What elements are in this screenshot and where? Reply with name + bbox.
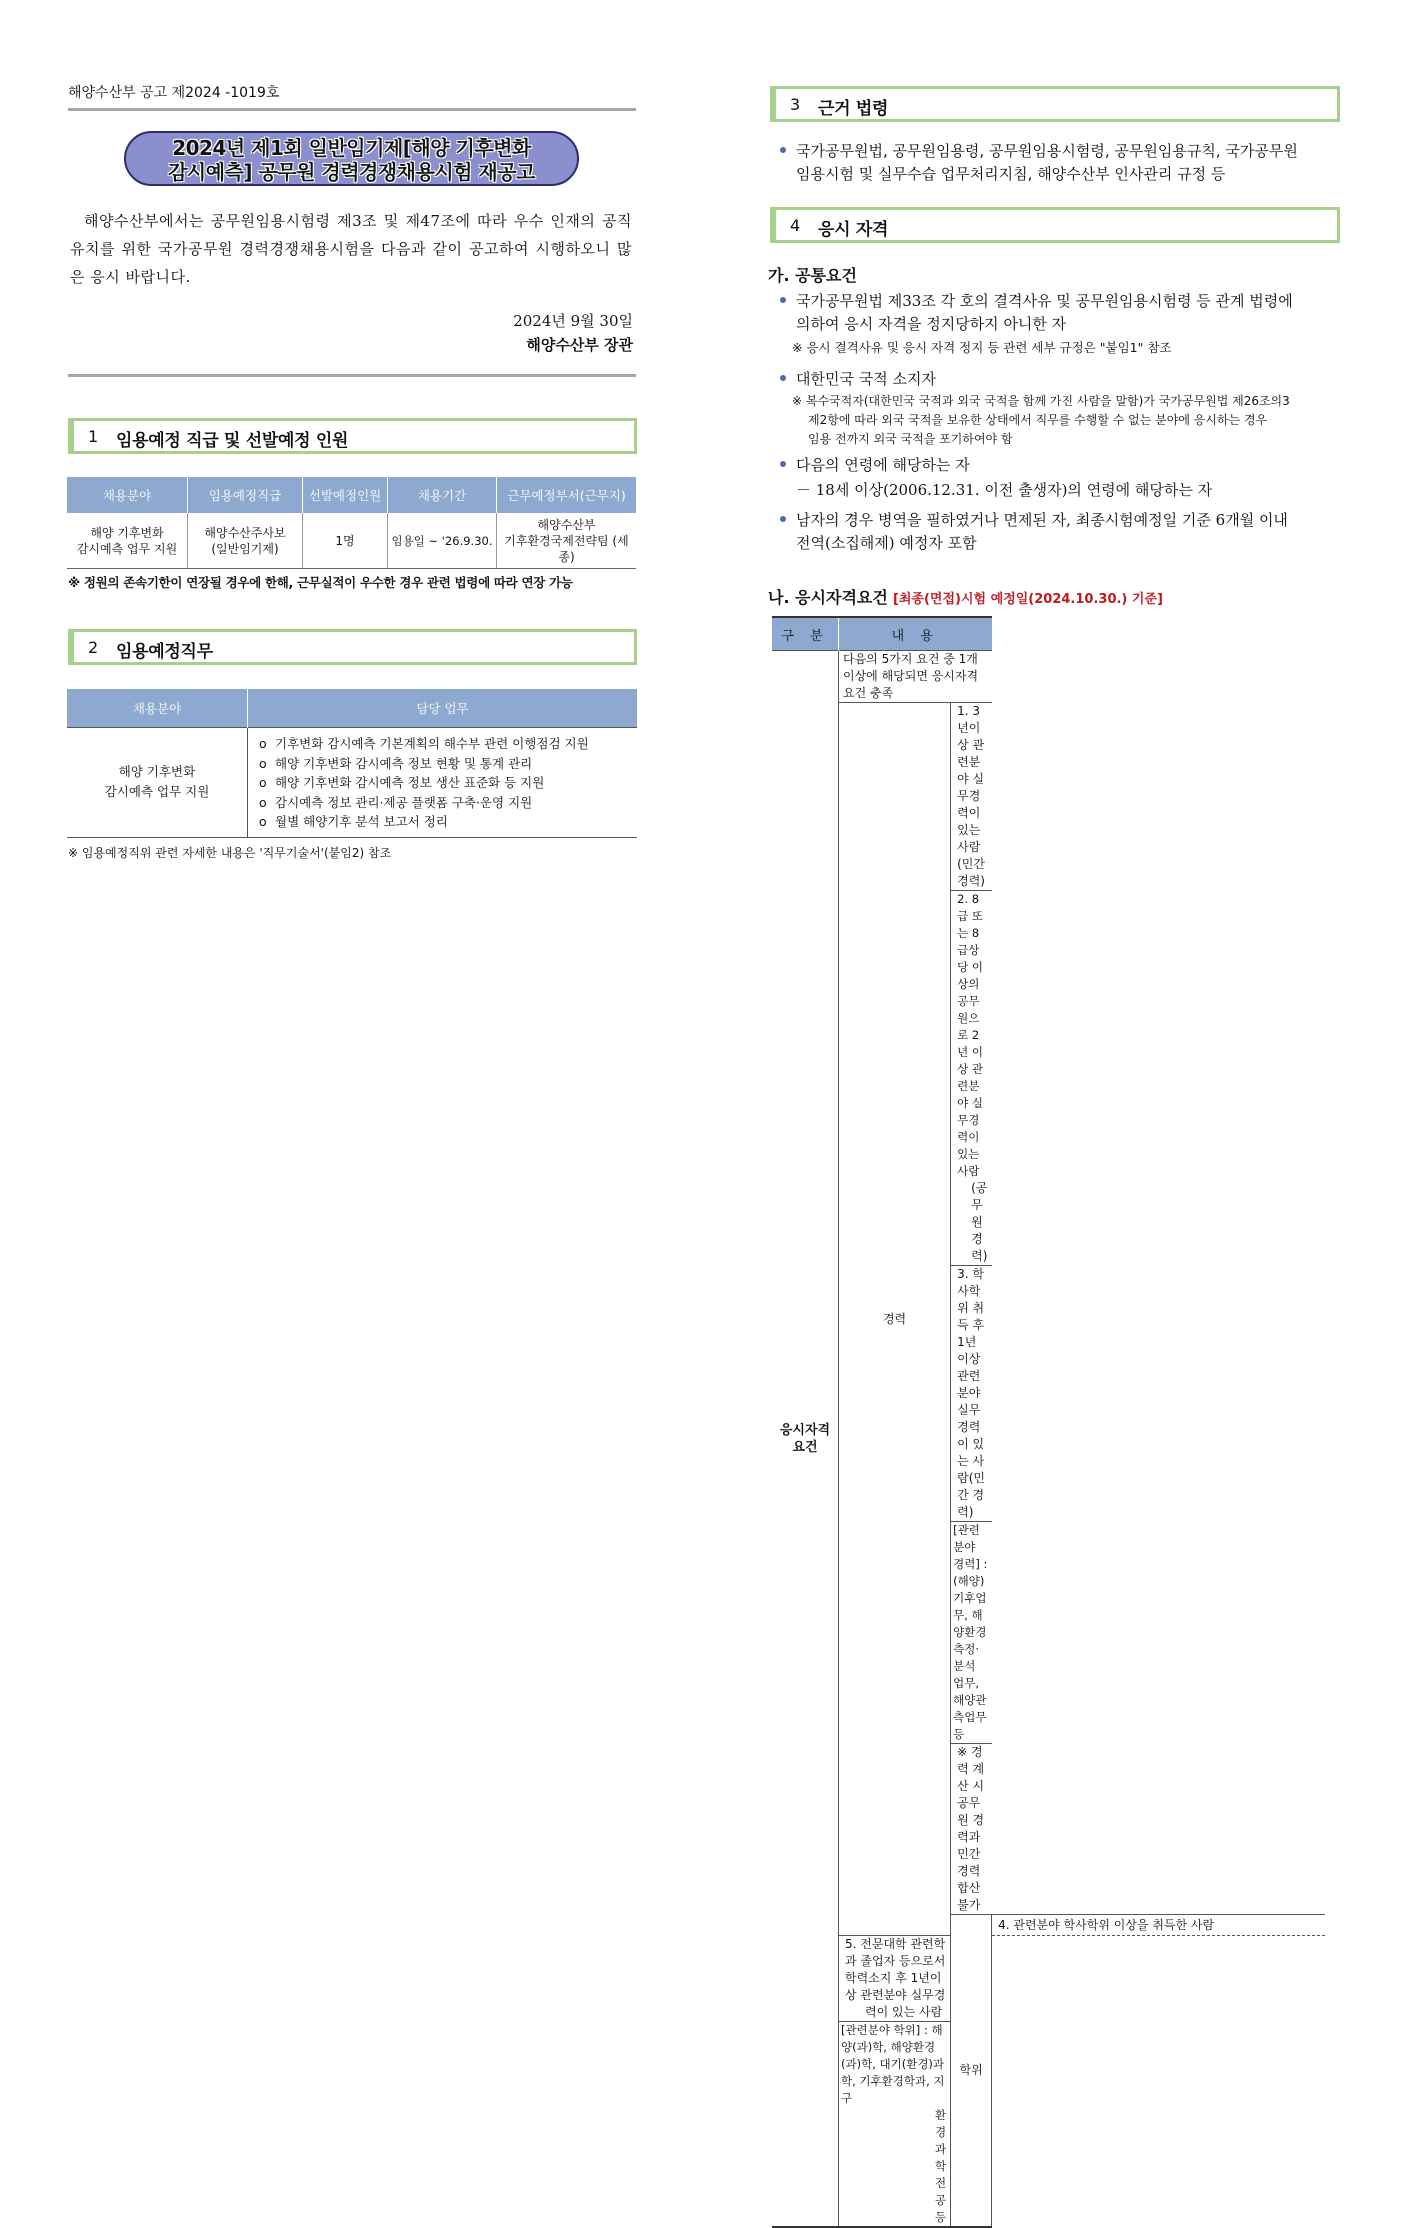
col-header: 채용분야: [67, 689, 248, 728]
table-row: [67, 513, 636, 569]
title-line-1: 2024년 제1회 일반임기제[해양 기후변화: [172, 136, 531, 160]
law-text: 국가공무원법, 공무원임용령, 공무원임용시험령, 공무원임용규칙, 국가공무원 임용시험 및 실무수습 업무처리지침, 해양수산부 인사관리 규정 등: [780, 140, 1340, 186]
section-title: 임용예정직무: [116, 642, 213, 662]
list-item: o 해양 기후변화 감시예측 정보 생산 표준화 등 지원: [259, 775, 545, 790]
col-header: 내 용: [839, 617, 992, 651]
bullet-icon: [780, 516, 786, 522]
duty-table: [67, 689, 637, 838]
bullet-icon: [780, 147, 786, 153]
career-label: 경력: [839, 703, 951, 1936]
subheading: 나. 응시자격요건 [최종(면접)시험 예정일(2024.10.30.) 기준]: [768, 588, 1163, 607]
note: ※ 복수국적자(대한민국 국적과 외국 국적을 함께 가진 사람을 말함)가 국가공무원법 제26조의3 제2항에 따라 외국 국적을 보유한 상태에서 직무를 수행할 수 없는 분야에 응시하는 경우 임용 전까지 외국 국적을 포기하여야 함: [792, 394, 1290, 446]
row-header: 응시자격 요건: [772, 651, 839, 2228]
section-number: 1: [88, 427, 99, 446]
col-header: 선발예정인원: [303, 477, 388, 513]
section-title: 근거 법령: [818, 99, 889, 119]
title-line-2: 감시예측] 공무원 경력경쟁채용시험 재공고: [168, 160, 535, 184]
note: ※ 정원의 존속기한이 연장될 경우에 한해, 근무실적이 우수한 경우 관련 법령에 따라 연장 가능: [68, 575, 573, 590]
notice-date: 2024년 9월 30일: [513, 312, 633, 330]
cell-period: 임용일 ~ '26.9.30.: [388, 513, 497, 569]
degree-label: 학위: [951, 1915, 992, 2228]
col-header: 채용기간: [388, 477, 497, 513]
bullet-icon: [780, 375, 786, 381]
req-item: 남자의 경우 병역을 필하였거나 면제된 자, 최종시험예정일 기준 6개월 이내 전역(소집해제) 예정자 포함: [780, 509, 1340, 555]
section-2-header: [68, 629, 637, 665]
section-4-header: [770, 207, 1340, 243]
list-item: o 감시예측 정보 관리·제공 플랫폼 구축·운영 지원: [259, 794, 533, 810]
section-1-header: [68, 418, 637, 454]
career-field: [관련분야 경력] : (해양)기후업무, 해양환경측정·분석 업무, 해양관측업무 등: [951, 1522, 992, 1744]
col-header: 근무예정부서(근무지): [497, 477, 637, 513]
req-item: 대한민국 국적 소지자: [780, 368, 936, 391]
notice-title: [124, 131, 579, 186]
divider: [68, 374, 636, 377]
career-item: 2. 8급 또는 8급상당 이상의 공무원으로 2년 이상 관련분야 실무경력이 있는 사람 (공무원 경력): [951, 891, 992, 1266]
section-number: 4: [790, 216, 801, 235]
career-note: ※ 경력 계산 시 공무원 경력과 민간경력 합산 불가: [951, 1744, 992, 1915]
divider: [68, 108, 636, 111]
notice-number: 해양수산부 공고 제2024 -1019호: [68, 85, 280, 101]
col-header: 임용예정직급: [188, 477, 303, 513]
duty-list: [249, 729, 636, 836]
degree-field: [관련분야 학위] : 해양(과)학, 해양환경(과)학, 대기(환경)과학, 기후환경학과, 지구 환경과학전공 등: [839, 2022, 951, 2228]
section-title: 임용예정 직급 및 선발예정 인원: [116, 431, 349, 451]
cell-field: 해양 기후변화 감시예측 업무 지원: [67, 728, 248, 838]
career-item: 1. 3년이상 관련분야 실무경력이 있는 사람(민간 경력): [951, 703, 992, 891]
list-item: o 월별 해양기후 분석 보고서 정리: [259, 814, 448, 829]
section-title: 응시 자격: [818, 220, 889, 240]
bullet-icon: [780, 461, 786, 467]
recruit-table: [67, 477, 636, 569]
bullet-icon: [780, 297, 786, 303]
degree-item: 5. 전문대학 관련학과 졸업자 등으로서 학력소지 후 1년이상 관련분야 실무경 력이 있는 사람: [839, 1936, 951, 2022]
col-header: 구 분: [772, 617, 839, 651]
cell-count: 1명: [303, 513, 388, 569]
list-item: o 해양 기후변화 감시예측 정보 현황 및 통계 관리: [259, 755, 533, 771]
career-item: 3. 학사학위 취득 후 1년 이상 관련분야 실무경력이 있는 사람(민간 경력): [951, 1266, 992, 1522]
cell-dept: 해양수산부 기후환경국제전략팀 (세종): [497, 513, 637, 569]
req-item: 다음의 연령에 해당하는 자 － 18세 이상(2006.12.31. 이전 출생자)의 연령에 해당하는 자: [780, 454, 1340, 502]
summary-cell: 다음의 5가지 요건 중 1개 이상에 해당되면 응시자격 요건 충족: [839, 651, 992, 703]
qualification-table: [772, 616, 1325, 2228]
col-header: 채용분야: [67, 477, 188, 513]
col-header: 담당 업무: [248, 689, 638, 728]
cell-field: 해양 기후변화 감시예측 업무 지원: [67, 513, 188, 569]
section-number: 3: [790, 95, 801, 114]
subheading: 가. 공통요건: [768, 266, 857, 285]
note: ※ 임용예정직위 관련 자세한 내용은 '직무기술서'(붙임2) 참조: [68, 846, 392, 860]
list-item: o 기후변화 감시예측 기본계획의 해수부 관련 이행점검 지원: [259, 736, 589, 751]
section-3-header: [770, 86, 1340, 122]
note: ※ 응시 결격사유 및 응시 자격 정지 등 관련 세부 규정은 "붙임1" 참조: [792, 340, 1172, 355]
req-item: 국가공무원법 제33조 각 호의 결격사유 및 공무원임용시험령 등 관계 법령에 의하여 응시 자격을 정지당하지 아니한 자: [780, 290, 1340, 336]
table-row: [67, 728, 637, 838]
cell-duties: [248, 728, 638, 838]
issuer: 해양수산부 장관: [526, 336, 633, 354]
degree-item: 4. 관련분야 학사학위 이상을 취득한 사람: [992, 1915, 1325, 1936]
section-number: 2: [88, 638, 99, 657]
cell-grade: 해양수산주사보 (일반임기제): [188, 513, 303, 569]
intro-text: 해양수산부에서는 공무원임용시험령 제3조 및 제47조에 따라 우수 인재의 공직 유치를 위한 국가공무원 경력경쟁채용시험을 다음과 같이 공고하여 시행하오니 많은 응시 바랍니다.: [70, 212, 632, 286]
